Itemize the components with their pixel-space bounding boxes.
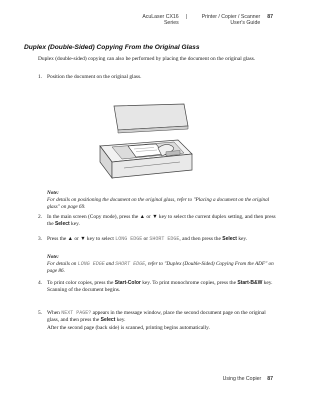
header-page-number: 87 [267, 14, 273, 20]
note-label: Note: [47, 254, 59, 260]
note-text: For details on positioning the document on the original glass, refer to "Placing a document on the original glass" on page 69. [47, 196, 270, 210]
scanner-illustration [94, 102, 194, 189]
down-arrow-icon: ▼ [80, 236, 86, 242]
header-separator: | [185, 14, 188, 20]
intro-paragraph: Duplex (double-sided) copying can also be performed by placing the document on the original glass. [38, 56, 256, 62]
step-number: 3. [38, 236, 43, 242]
step-2 [38, 214, 278, 229]
note-label: Note: [47, 190, 59, 196]
start-color-key-label: Start-Color [114, 280, 141, 286]
page-footer [223, 376, 273, 382]
note-1 [47, 190, 277, 210]
footer-section: Using the Copier [222, 376, 262, 382]
select-key-label: Select [100, 317, 116, 324]
step-5 [38, 310, 278, 332]
step-3 [38, 236, 278, 243]
step-text: In the main screen (Copy mode), press the ▲ or ▼ key to select the current duplex setting, and then press the Select key. [47, 214, 276, 228]
step-text: To print color copies, press the Start-Color key. To print monochrome copies, press the Start-B&W key. Scanning of the document begins. [47, 280, 273, 294]
down-arrow-icon: ▼ [152, 214, 158, 220]
note-2 [47, 254, 277, 274]
step-number: 4. [38, 280, 43, 286]
footer-page-number: 87 [267, 376, 273, 382]
step-text: When NEXT PAGE? appears in the message window, place the second document page on the original glass, and then press the Select key. After the second page (back side) is scanned, printing begins automatically. [47, 310, 266, 331]
up-arrow-icon: ▲ [139, 214, 146, 220]
step-text: Press the ▲ or ▼ key to select LONG EDGE or SHORT EDGE, and then press the Select key. [47, 236, 248, 242]
scanner-drawing [94, 102, 194, 184]
page-header [140, 14, 273, 26]
header-product: AcuLaser CX16 Series [142, 14, 179, 26]
step-4 [38, 280, 278, 295]
select-key-label: Select [222, 236, 237, 242]
step-text: Position the document on the original glass. [47, 74, 142, 80]
option-short-edge: SHORT EDGE [149, 236, 180, 242]
step-number: 5. [38, 310, 43, 316]
header-guide-title: Printer / Copier / Scanner User's Guide [201, 14, 261, 26]
option-long-edge: LONG EDGE [115, 236, 143, 242]
step-number: 2. [38, 214, 43, 220]
up-arrow-icon: ▲ [67, 236, 74, 242]
next-page-message: NEXT PAGE? [61, 310, 92, 316]
section-title: Duplex (Double-Sided) Copying From the Original Glass [24, 44, 200, 51]
step-1 [38, 74, 278, 81]
step-number: 1. [38, 74, 43, 80]
select-key-label: Select [54, 221, 70, 228]
start-bw-key-label: Start-B&W [237, 280, 263, 286]
note-text: For details on LONG EDGE and SHORT EDGE, refer to "Duplex (Double-Sided) Copying From the ADF" on page 86. [47, 260, 274, 274]
